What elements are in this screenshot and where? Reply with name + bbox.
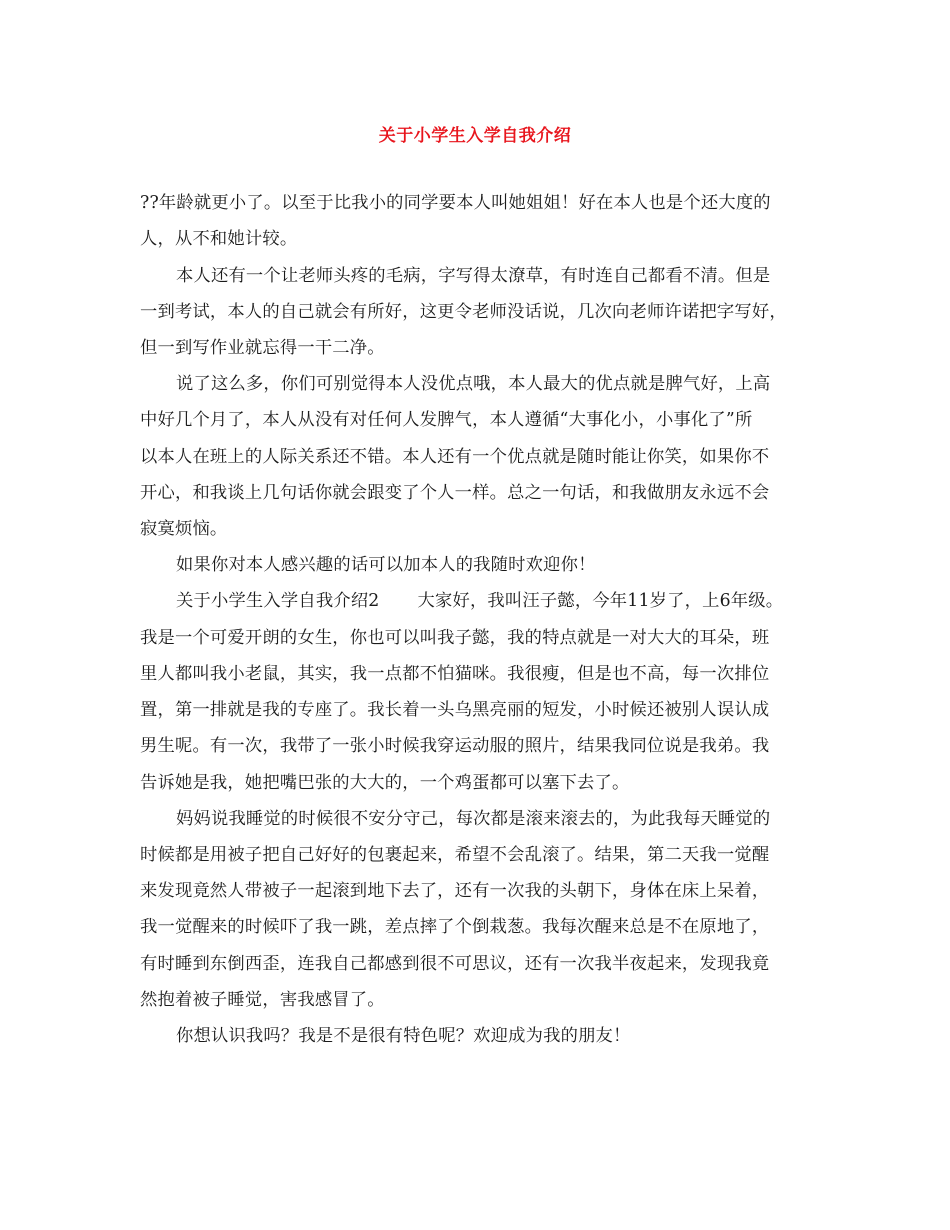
text-line: 你想认识我吗？我是不是很有特色呢？欢迎成为我的朋友！ <box>176 1026 631 1046</box>
text-line: 如果你对本人感兴趣的话可以加本人的我随时欢迎你！ <box>176 555 596 575</box>
text-line: 置，第一排就是我的专座了。我长着一头乌黑亮丽的短发，小时候还被别人误认成 <box>140 700 770 720</box>
text-line: 一到考试，本人的自己就会有所好，这更令老师没话说，几次向老师许诺把字写好， <box>140 302 787 322</box>
text-line: 本人还有一个让老师头疼的毛病，字写得太潦草，有时连自己都看不清。但是 <box>176 266 771 286</box>
text-line: 我是一个可爱开朗的女生，你也可以叫我子懿，我的特点就是一对大大的耳朵，班 <box>140 628 770 648</box>
section-heading: 关于小学生入学自我介绍2 <box>176 591 380 611</box>
document-title: 关于小学生入学自我介绍 <box>378 126 572 146</box>
text-line: 里人都叫我小老鼠，其实，我一点都不怕猫咪。我很瘦，但是也不高，每一次排位 <box>140 664 770 684</box>
text-line: 有时睡到东倒西歪，连我自己都感到很不可思议，还有一次我半夜起来，发现我竟 <box>140 954 770 974</box>
text-line <box>176 584 783 618</box>
text-line: 中好几个月了，本人从没有对任何人发脾气，本人遵循“大事化小，小事化了”所 <box>140 410 753 430</box>
text-line: ??年龄就更小了。以至于比我小的同学要本人叫她姐姐！好在本人也是个还大度的 <box>140 193 771 213</box>
text-line: 然抱着被子睡觉，害我感冒了。 <box>140 990 385 1010</box>
text-line: 来发现竟然人带被子一起滚到地下去了，还有一次我的头朝下，身体在床上呆着， <box>140 881 770 901</box>
text-line: 男生呢。有一次，我带了一张小时候我穿运动服的照片，结果我同位说是我弟。我 <box>140 736 770 756</box>
text-line: 开心，和我谈上几句话你就会跟变了个人一样。总之一句话，和我做朋友永远不会 <box>140 483 770 503</box>
text-line: 寂寞烦恼。 <box>140 519 228 539</box>
text-span: 大家好，我叫汪子懿，今年11岁了，上6年级。 <box>417 591 784 611</box>
text-line: 时候都是用被子把自己好好的包裹起来，希望不会乱滚了。结果，第二天我一觉醒 <box>140 845 770 865</box>
text-line: 告诉她是我，她把嘴巴张的大大的，一个鸡蛋都可以塞下去了。 <box>140 773 630 793</box>
text-line: 妈妈说我睡觉的时候很不安分守己，每次都是滚来滚去的，为此我每天睡觉的 <box>176 809 771 829</box>
text-line: 我一觉醒来的时候吓了我一跳，差点摔了个倒栽葱。我每次醒来总是不在原地了， <box>140 917 770 937</box>
text-line: 但一到写作业就忘得一干二净。 <box>140 338 385 358</box>
text-line: 人，从不和她计较。 <box>140 229 298 249</box>
text-line: 以本人在班上的人际关系还不错。本人还有一个优点就是随时能让你笑，如果你不 <box>140 447 770 467</box>
text-line: 说了这么多，你们可别觉得本人没优点哦，本人最大的优点就是脾气好，上高 <box>176 374 771 394</box>
